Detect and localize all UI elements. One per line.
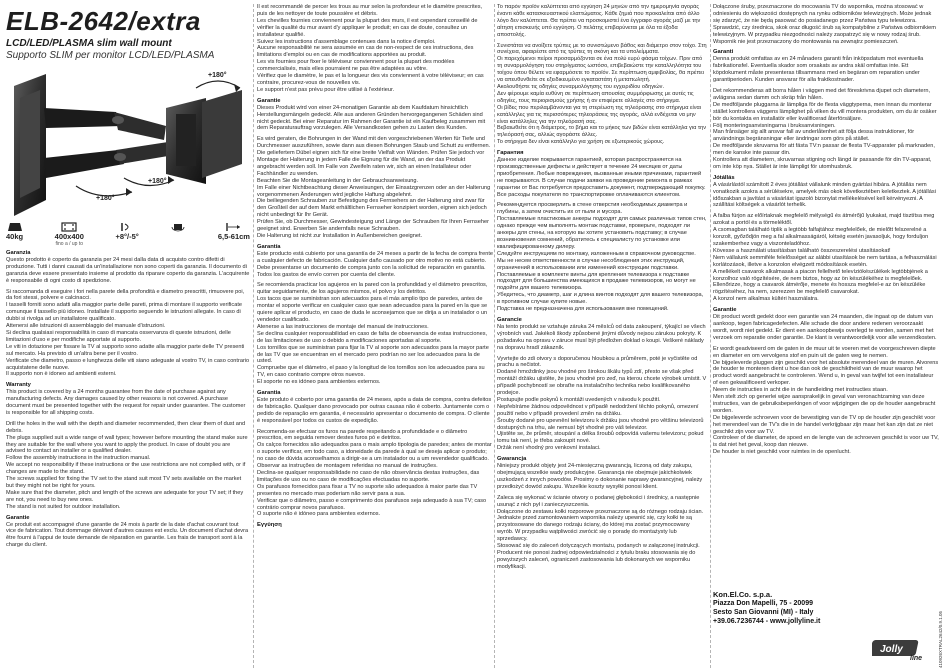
tilt-icon <box>119 222 135 232</box>
section-heading: Garanti <box>713 49 734 56</box>
section-heading: Gwarancja <box>497 456 527 463</box>
spec-vesa <box>55 222 84 247</box>
spec-weight-value: 40kg <box>6 232 24 241</box>
section-text: Το παρόν προϊόν καλύπτεται από εγγύηση 24 μηνών από την ημερομηνία αγοράς έναντι κάθε κατασκευαστικού ελαττώματος. Κάθε ζημιά που προκαλείται από άλλο λόγο δεν καλύπτεται. Θα πρέπει να προσκομιστεί ένα έγγραφο αγοράς μαζί με την αίτηση επισκευής υπό εγγύηση. Ο πελάτης επιβαρύνεται με όλα τα έξοδα αποστολής. <box>497 4 701 38</box>
text-column-1 <box>6 248 250 668</box>
company-contact <box>713 590 863 626</box>
product-title: ELB-2642/extra <box>6 6 201 36</box>
section-heading: Garanzia <box>6 250 31 256</box>
section-text: Ce produit est accompagné d'une garantie de 24 mois à partir de la date d'achat couvrant tout vice de fabrication. Tout dommage dérivant d'autres causes est exclu. Un document d'achat devra être fourni à l'appui de toute demande de réparation en garantie. Les frais de transport sont à la charge du client. <box>6 521 249 549</box>
company-address-line1: Piazza Don Mapelli, 75 - 20099 <box>713 600 813 607</box>
section-text: Denna produkt omfattas av en 24 månaders garanti från inköpsdatum mot eventuella fabrikationsfel. Eventuella skador som orsakats av andra skäl omfattas inte. Ett köpdokument måste presenteras tillsammans med en begäran om reparation under garantiperioden. Kunden ansvarar för alla fraktkostnader. <box>713 56 924 84</box>
spec-depth-value: 6,5-61cm <box>217 232 250 241</box>
section-text: Dołączone śruby, przeznaczone do mocowania TV do wspornika, można stosować w odniesieniu do większości dostępnych na rynku odbiorników telewizyjnych. Może jednak się zdarzyć, że nie będą pasować do posiadanego przez Państwa typu telewizora. Sprawdzić, czy średnica, skok oraz długość śrub są kompatybilne z Państwa odbiornikiem telewizyjnym. W przypadku niezgodności należy zaopatrzyć się w nowy rodzaj śrub. Wspornik nie jest przeznaczony do montowania na zewnątrz pomieszczeń. <box>713 4 936 45</box>
section-text: Vyvrtejte do zdi otvory s doporučenou hloubkou a průměrem, poté je vyčistěte od prachu a nečistot. Dodané hmoždinky jsou vhodné pro širokou škálu typů zdí, přesto se však před montáží držáku ujistěte, že jsou vhodné pro zeď, na kterou chcete výrobek umístit. V případě pochybností se obraťte na instalačního technika nebo kvalifikovaného prodejce. Postupujte podle pokynů k montáži uvedených v návodu k použití. Nepřebíráme žádnou odpovědnost v případě nedodržení těchto pokynů, omezení použití nebo v případě provedení změn na držáku. Šrouby dodané pro upevnění televizoru k držáku jsou vhodné pro většinu televizorů dostupných na trhu, ale nemusí být vhodné pro váš televizor. Ujistěte se, že průměr, stoupání a délka šroubů odpovídá vašemu televizoru; pokud tomu tak není, je třeba zakoupit nové. Držák není vhodný pro venkovní instalaci. <box>497 355 707 452</box>
spec-weight <box>6 222 23 241</box>
section-text: Recomenda-se efectuar os furos na parede respeitando a profundidade e o diâmetro prescritos, em seguida remover destes furos pó e detritos. Os calços fornecidos são adequados para o mais amplo tipologia de paredes; antes de montar o suporte verificar, em todo caso, a idoneidade da parede à qual se deseja aplicar o produto; no caso de dúvida aconselhamos a dirigir-se a um instalador ou a um revendedor qualificado. Observar as instruções de montagem referidas no manual de instruções. Declina-se qualquer responsabilidade no caso de não observância destas instruções, das limitações de uso ou no caso de modificações efectuadas no suporte. Os parafusos fornecidos para fixar a TV no suporte são adequados à maior parte das TV presentes no mercado mas poderiam não servir para a sua. Verificar que o diâmetro, passo e comprimento dos parafusos seja adequado à sua TV; caso contrário comprar novos parafusos. O suporte não é idóneo para ambientes externos. <box>257 428 492 518</box>
depth-icon <box>226 222 242 232</box>
company-address-line2: Sesto San Giovanni (MI) - Italy <box>713 609 814 616</box>
section-text: Dieses Produkt wird von einer 24-monatigen Garantie ab dem Kaufdatum hinsichtlich Herstellungsmängeln gedeckt. Alle aus anderen Gründen hervorgegangenen Schäden sind nicht gedeckt. Bei einer Reparatur im Rahmen der Garantie ist ein Kaufbeleg zusammen mit dem Reparaturauftrag vorzulegen. Alle Versandkosten gehen zu Lasten des Kunden. <box>257 104 486 132</box>
section-text: Det rekommenderas att borra hålen i väggen med det föreskrivna djupet och diametern, avlägsna sedan damm och skräp från hålen. De medföljande pluggarna är lämpliga för de flesta väggtyperna, men innan du monterar stället kontrollera väggens lämplighet på vilken du vill montera produkten, om du är osäker bör du kontakta en installatör eller kvalificerad återförsäljare. Följ monteringsanvisningarna i bruksanvisningen. Man frånsäger sig allt ansvar fall av underlåtenhet att följa dessa instruktioner, för användnings begränsningar eller ändringar som görs på stället. De medföljande skruvarna för att fästa TV:n passar de flesta TV-apparater på marknaden, men de kanske inte passar din. Kontrollera att diametern, skruvarnas stigning och längd är passande för din TV-apparat, om inte köp nya. Stället är inte lämpligt för utomhusbruk. <box>713 87 937 170</box>
text-column-4 <box>713 4 939 584</box>
section-text: Este produto é coberto por uma garantia de 24 meses, após a data de compra, contra defeitos de fabricação. Qualquer dano provocado por outras causas não é coberto. Juntamente com o pedido de reparação em garantia, é necessário apresentar o documento de compra. O cliente é responsável por todos os custos de expedição. <box>257 396 492 424</box>
section-text: Es wird geraten, die Bohrungen in der Wand mit den vorgeschriebenen Werten für Tiefe und Durchmesser auszuführen, sowie dann aus diesen Bohrungen Staub und Schutt zu entfernen. Die geliefertem Dübel eignen sich für eine breite Vielfalt von Wänden. Prüfen Sie jedoch vor Montage der Halterung in jedem Falle die Eignung für die Wand, an der das Produkt angebracht werden soll. Im Falle von Zweifeln raten wir, sich an einen Installateur oder Fachhändler zu wenden. Beachten Sie die Montageanleitung in der Gebrauchsanweisung. Im Falle einer Nichtbeachtung dieser Anweisungen, der Einsatzgrenzen oder an der Halterung vorgenommenen Änderungen wird jegliche Haftung abgelehnt. Die beiliegenden Schrauben zur Befestigung des Fernsehers an der Halterung sind zwar für den Großteil der auf dem Markt erhältlichen Fernseher konzipiert worden, eignen sich jedoch nicht unbedingt für Ihr Gerät. Prüfen Sie, ob Durchmesser, Gewindesteigung und Länge der Schrauben für Ihren Fernseher geeignet sind. Erwerben Sie andernfalls neue Schrauben. Die Halterung ist nicht zur Installation in Außenbereichen geeignet. <box>257 136 491 239</box>
section-heading: Garantía <box>257 243 281 250</box>
column-divider <box>710 4 711 668</box>
section-text: Dit product wordt gedekt door een garantie van 24 maanden, die ingaat op de datum van aankoop, tegen fabricagedefecten. Alle schade die door andere redenen veroorzaakt wordt, wordt niet gedekt. Er dient een aankoopbewijs overlegd te worden, samen met het verzoek om reparatie onder garantie. De klant is verantwoordelijk voor alle verzendkosten. <box>713 314 937 341</box>
section-text: Drill the holes in the wall with the depth and diameter recommended, then clear them of dust and debris. The plugs supplied suit a wide range of wall types; however before mounting the stand make sure they are suitable for the wall where you want to apply the product. In case of doubt you are advised to contact an installer or a qualified dealer. Follow the assembly instructions in the instruction manual. We accept no responsibility if these instructions or the use restrictions are not complied with, or if changes are made to the stand. The screws supplied for fixing the TV set to the stand suit most TV sets available on the market but they might not be right for yours. Make sure that the diameter, pitch and length of the screws are adequate for your TV set; if they are not, you need to buy new ones. The stand is not suited for outdoor installation. <box>6 420 248 510</box>
spec-vesa-value: 400x400 <box>54 232 84 241</box>
product-subtitle-it: Supporto SLIM per monitor LCD/LED/PLASMA <box>6 50 215 61</box>
column-divider <box>494 4 495 668</box>
svg-text:line: line <box>910 655 923 662</box>
section-text: Er wordt geadviseerd om de gaten in de muur uit te voeren met de voorgeschreven diepte en diameter en om vervolgens stof en puin uit de gaten weg te nemen. De bijgeleverde pluggen zijn geschikt voor het absolute merendeel van de muren. Alvorens de houder te monteren dient u hoe dan ook de geschiktheid van de muur waarop het product wordt aangebracht te controleren. Wend u, in geval van twijfel tot een installateur of een gekwalificeerd verkoper. Neem de instructies in acht die in de handleiding met instructies staan. Men stelt zich op generlei wijze aansprakelijk in geval van veronachtzaming van deze instructies, van de gebruiksbeperkingen of voor wijzigingen die op de houder aangebracht worden. De bijgeleverde schroeven voor de bevestiging van de TV op de houder zijn geschikt voor het merendeel van de TV's die in de handel verkrijgbaar zijn maar het kan zijn dat ze niet geschikt zijn voor uw TV. Controleer of de diameter, de spoed en de lengte van de schroeven geschikt is voor uw TV, is dat niet het geval, koop dan nieuwe. De houder is niet geschikt voor ruimtes in de openlucht. <box>713 345 939 456</box>
svg-text:Jolly: Jolly <box>880 644 903 655</box>
text-column-3 <box>497 4 707 668</box>
section-text: Questo prodotto è coperto da garanzia per 24 mesi dalla data di acquisto contro difetti di produzione. Tutti i danni causati da un'installazione non sono coperti da garanzia. Il documento di garanzia deve essere presentato insieme al prodotto da riparare coperto da garanzia. L'acquirente è responsabile di ogni costo di spedizione. <box>6 256 250 284</box>
rotation-label-mid: +180° <box>148 178 167 185</box>
spec-tilt-value: +8°/-5° <box>115 232 139 241</box>
section-heading: Garantie <box>6 514 30 521</box>
jollyline-logo <box>872 634 934 664</box>
section-heading: Warranty <box>6 382 31 389</box>
weight-icon <box>7 222 23 232</box>
section-heading: Εγγύηση <box>257 522 282 529</box>
section-text: A falba fúrjon az előírtaknak megfelelő mélységű és átmérőjű lyukakat, majd tisztítsa meg azokat a portól és a törmeléktől. A csomagban található tiplik a legtöbb falfajtához megfelelőek, de mielőtt felszerelné a konzolt, győződjön meg a fal alkalmasságáról, kétség esetén javasoljuk, hogy forduljon szakemberhez vagy a viszonteladóhoz. Kövesse a használati utasításban található összeszerelési utasításokat! Nem vállalunk semmiféle felelősséget az alábbi utasítások be nem tartása, a felhasználási korlátozások, illetve a konzolon elvégzett módosítások esetén. A mellékelt csavarok alkalmasak a piacon fellelhető televíziókészülékek legtöbbjének a konzolhoz való rögzítésére, de nem biztos, hogy az ön készülékéhez is megfelelőek. Ellenőrizze, hogy a csavarok átmérője, menete és hossza megfelel-e az ön készüléke rögzítéséhez, ha nem, szerezzen be megfelelő csavarokat. A konzol nem alkalmas kültéri használatra. <box>713 213 937 303</box>
section-heading: Garantie <box>713 307 737 314</box>
section-heading: Garantie <box>257 97 281 104</box>
section-text: Данное изделие покрывается гарантией, которая распространяется на производственные дефекты и действует в течение 24 месяцев от даты приобретения. Любые повреждения, вызванные иными причинами, гарантией не покрываются. В случае подачи заявки на проведение ремонта в рамках гарантии от Вас потребуется предоставить документ, подтверждающий покупку. Все расходы покупателя по транспортировке оплачиваются клиентом. <box>497 157 706 198</box>
section-text: Na tento produkt se vztahuje záruka 24 měsíců od data zakoupení, týkající se všech výrobních vad. Jakékoli škody způsobené jinými důvody nejsou zárukou pokryty. K požadavku na opravu v záruce musí být předložen doklad o koupi. Veškeré náklady na dopravu hradí zákazník. <box>497 323 706 351</box>
section-text: Рекомендуется просверлить в стене отверстия необходимых диаметра и глубины, а затем очистить их от пыли и мусора. Поставляемые пластиковые анкеры подходят для самых различных типов стен, однако прежде чем выполнять монтаж подставки, проверьте, подходят ли анкеры для стены, на которую вы хотите установить подставку; в случае возникновения сомнений, обратитесь к специалисту по установке или квалифицированному дилеру. Следуйте инструкциям по монтажу, изложенным в справочном руководстве. Мы не несем ответственности в случае несоблюдения этих инструкций, ограничений в использовании или изменений конструкции подставки. Поставляемые в комплекте винты для крепления телевизора к подставке подходят для большинства имеющихся в продаже телевизоров, но могут не подойти для вашего телевизора. Убедитесь, что диаметр, шаг и длина винтов подходят для вашего телевизора, в противном случае купите новые. Подставка не предназначена для использования вне помещений. <box>497 202 707 313</box>
spec-tilt <box>115 222 138 241</box>
section-heading: Гарантия <box>497 150 524 157</box>
section-heading: Jótállás <box>713 174 735 181</box>
section-text: Zaleca się wykonać w ścianie otwory o podanej głębokości i średnicy, a następnie usunąć z nich pył i zanieczyszczenia. Dołączone do zestawu kołki rozporowe przeznaczone są do różnego rodzaju ścian. Jednakże przed zamontowaniem wspornika należy upewnić się, czy kołki te są przystosowane do danego rodzaju ściany, do której ma zostać przymocowany wyrób. W przypadku wątpliwości zwrócić się o poradę do montażysty lub sprzedawcy. Stosować się do zaleceń dotyczących montażu, podanych w załączonej instrukcji. Producent nie ponosi żadnej odpowiedzialności z tytułu braku stosowania się do powyższych zaleceń, ograniczeń zastosowania lub dokonanych we wsporniku modyfikacji. <box>497 494 704 570</box>
column-divider <box>253 4 254 668</box>
spec-rotate <box>170 222 186 232</box>
wall-mount-illustration <box>6 68 250 228</box>
vesa-icon <box>61 222 77 232</box>
company-name: Kon.El.Co. s.p.a. <box>713 590 773 599</box>
rotate-icon <box>170 222 186 232</box>
section-text: Si raccomanda di eseguire i fori nella parete della profondità e diametro prescritti, rimuovere poi, da fori stessi, polvere e calcinacci. I tasselli forniti sono adatti alla maggior parte delle pareti, prima di montare il supporto verificate comunque il tassello più idoneo. Installate il supporto seguendo le istruzioni allegate. In caso di dubbi si rivolga ad un installatore qualificato. Attenersi alle istruzioni di assemblaggio del manuale d'istruzioni. Si declina qualsiasi responsabilità in caso di mancata osservanza di queste istruzioni, delle limitazioni d'uso e per modifiche apportate al supporto. Le viti in dotazione per fissare la TV al supporto sono adatte alla maggior parte delle TV presenti sul mercato. Ha previsto di un'altra bene per il vostro. Verificate che diametro, passo e lunghezza delle viti siano adeguate al vostro TV, in caso contrario acquistatene delle nuove. Il supporto non è idoneo ad ambienti esterni. <box>6 288 250 378</box>
rotation-label-top: +180° <box>208 72 227 79</box>
rotation-label-bottom: +180° <box>96 195 115 202</box>
company-phone-web: +39.06.7236744 - www.jollyline.it <box>713 618 821 625</box>
spec-row <box>6 222 250 247</box>
section-text: Il est recommandé de percer les trous au mur selon la profondeur et le diamètre prescrites, puis de les nettoyer de toute poussière et débris. Les chevilles fournies conviennent pour la plupart des murs, il est cependant conseillé de vérifier la qualité du mur avant d'y appliquer le produit; en cas de doute, consultez un installateur qualifié. Suivez les instructions d'assemblage contenues dans la notice d'emploi. Aucune responsabilité ne sera assumée en cas de non-respect de ces instructions, des limitations d'emploi ou en cas de modifications apportées au produit. Les vis fournies pour fixer le téléviseur conviennent pour la plupart des modèles commercialisés, mais elles pourraient ne pas être adaptées au vôtre. Vérifiez que le diamètre, le pas et la longueur des vis conviennent à votre téléviseur; en cas contraire, procurez-vous de nouvelles vis. Le support n'est pas prévu pour être utilisé à l'extérieur. <box>257 4 484 93</box>
spec-vesa-sub: fino a / up to <box>55 241 84 247</box>
product-code-vertical: 410926XTRAL2642/0.9.1.05 <box>938 610 943 668</box>
section-heading: Garancie <box>497 316 522 323</box>
section-text: Este producto está cubierto por una garantía de 24 meses a partir de la fecha de compra frente a cualquier defecto de fabricación. Cualquier daño causado por otro motivo no está cubierto. Debe presentarse un documento de compra junto con la solicitud de reparación en garantía. Todos los gastos de envío corren por cuenta del cliente. <box>257 250 493 278</box>
spec-depth <box>218 222 250 241</box>
section-heading: Garantia <box>257 390 281 397</box>
section-text: Se recomienda practicar los agujeros en la pared con la profundidad y el diámetro prescritos, quitar seguidamente, de los agujeros mismos, el polvo y los detritos. Los tacos que se suministran son adecuados para el más amplio tipo de paredes, antes de montar el soporte verificar en cualquier caso que sean adecuados para la pared en la que se quiere aplicar el producto, en caso de duda le aconsejamos que se dirija a un instalador o un vendedor cualificado. Atenerse a las instrucciones de montaje del manual de instrucciones. Se declina cualquier responsabilidad en caso de falta de observancia de estas instrucciones, de las limitaciones de uso o debido a modificaciones aportadas al soporte. Los tornillos que se suministran para fijar la TV al soporte son adecuados para la mayor parte de las TV que se encuentran en el mercado pero podrían no ser los adecuados para la de usted. Compruebe que el diámetro, el paso y la longitud de los tornillos son los adecuados para su TV, en caso contrario compre otros nuevos. El soporte no es idóneo para ambientes externos. <box>257 282 489 386</box>
product-subtitle-en: LCD/LED/PLASMA slim wall mount <box>6 38 172 49</box>
section-text: Συνιστάται να ανοίξετε τρύπες με το συνιστώμενο βάθος και διάμετρο στον τοίχο. Στη συνέχεια, αφαιρέστε από τις τρύπες τη σκόνη και τα υπολείμματα. Οι παρεχόμενοι πείροι προσαρμόζονται σε ένα πολύ ευρύ φάσμα τοίχων. Πριν από τη συναρμολόγηση του στηρίγματος ωστόσο, επιβεβαιώστε την καταλληλότητα του τοίχου όπου θέλετε να εφαρμόσετε το προϊόν. Σε περίπτωση αμφιβολίας, θα πρέπει να απευθυνθείτε σε εξειδικευμένο εγκαταστάτη ή μεταπωλητή. Ακολουθήστε τις οδηγίες συναρμολόγησης του εγχειριδίου οδηγιών. Δεν φέρουμε καμία ευθύνη σε περίπτωση απουσίας συμμόρφωσης με αυτές τις οδηγίες, τους περιορισμούς χρήσης ή αν επιφέρετε αλλαγές στο στήριγμα. Οι βίδες που περιλαμβάνονται για τη στερέωση της τηλεόρασης στο στήριγμα είναι κατάλληλες για τις περισσότερες τηλεοράσεις της αγοράς, αλλά ενδέχεται να μην είναι κατάλληλες για την τηλεόρασή σας. Βεβαιωθείτε ότι η διάμετρος, το βήμα και το μήκος των βιδών είναι κατάλληλα για την τηλεόρασή σας, αλλιώς αγοράστε άλλες. Το στήριγμα δεν είναι κατάλληλο για χρήση σε εξωτερικούς χώρους. <box>497 42 707 146</box>
section-text: This product is covered by a 24 months guarantee from the date of purchase against any manufacturing defects. Any damages caused by other reasons is not covered. A purchase document must be presented together with the request for repair under guarantee. The customer is responsible for all shipping costs. <box>6 389 246 416</box>
section-text: Niniejszy produkt objęty jest 24-miesięczną gwarancją, liczoną od daty zakupu, obejmującą wszelkie wady produkcyjne. Gwarancja nie obejmuje jakichkolwiek uszkodzeń z innych powodów. Prosimy o dokonanie naprawy gwarancyjnej, należy przedłożyć dowód zakupu. Wszelkie koszty wysyłki ponosi klient. <box>497 463 703 490</box>
section-text: A vásárlástól számított 2 éves jótállást vállalunk minden gyártási hibára. A jótállás nem vonatkozik azokra a sérülésekre, amelyek más okok következtében keletkeztek. A jótállási időszakban a javítást a vásárlást igazoló bizonylat mellékelésével kell kérvényezni. A szállítási költségek a vásárlót terhelik. <box>713 181 936 209</box>
text-column-2 <box>257 4 493 668</box>
